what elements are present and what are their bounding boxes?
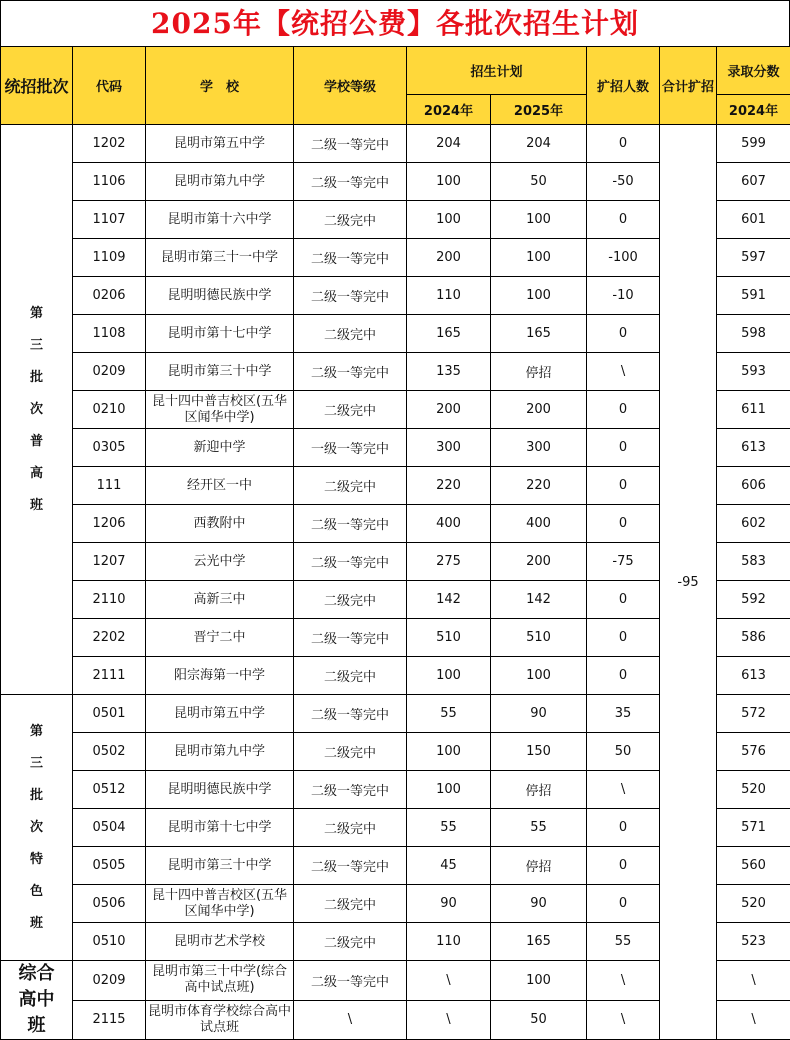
school-cell: 昆明市第三十中学 [146, 847, 294, 885]
plan-2025-cell: 150 [491, 733, 587, 771]
header-plan: 招生计划 [407, 47, 587, 95]
plan-2025-cell: 200 [491, 391, 587, 429]
score-cell: 598 [717, 315, 790, 353]
score-cell: 611 [717, 391, 790, 429]
level-cell: 二级一等完中 [294, 163, 407, 201]
school-cell: 昆明市第三十一中学 [146, 239, 294, 277]
batch-label: 第三批次特色班 [1, 695, 73, 961]
code-cell: 0210 [73, 391, 146, 429]
plan-2025-cell: 142 [491, 581, 587, 619]
school-cell: 经开区一中 [146, 467, 294, 505]
school-cell: 昆明市第九中学 [146, 163, 294, 201]
expand-cell: 0 [587, 125, 660, 163]
school-cell: 昆明市第五中学 [146, 695, 294, 733]
score-cell: 560 [717, 847, 790, 885]
header-score-year: 2024年 [717, 95, 790, 125]
code-cell: 1109 [73, 239, 146, 277]
school-cell: 昆明市第九中学 [146, 733, 294, 771]
plan-2025-cell: 165 [491, 923, 587, 961]
expand-cell: 0 [587, 619, 660, 657]
batch-label: 综合高中班 [1, 961, 73, 1040]
plan-2024-cell: 100 [407, 201, 491, 239]
school-cell: 昆明明德民族中学 [146, 277, 294, 315]
plan-2024-cell: 100 [407, 657, 491, 695]
expand-cell: 0 [587, 885, 660, 923]
header-level: 学校等级 [294, 47, 407, 125]
school-cell: 西教附中 [146, 505, 294, 543]
school-cell: 昆十四中普吉校区(五华区闻华中学) [146, 391, 294, 429]
code-cell: 111 [73, 467, 146, 505]
score-cell: 599 [717, 125, 790, 163]
score-cell: 523 [717, 923, 790, 961]
header-total-expand: 合计扩招 [660, 47, 717, 125]
level-cell: 二级一等完中 [294, 353, 407, 391]
header-school: 学 校 [146, 47, 294, 125]
code-cell: 2110 [73, 581, 146, 619]
score-cell: 602 [717, 505, 790, 543]
code-cell: 0501 [73, 695, 146, 733]
plan-2024-cell: 510 [407, 619, 491, 657]
table-title: 2025年【统招公费】各批次招生计划 [0, 0, 790, 47]
code-cell: 2202 [73, 619, 146, 657]
code-cell: 0506 [73, 885, 146, 923]
score-cell: 613 [717, 429, 790, 467]
plan-2025-cell: 90 [491, 695, 587, 733]
code-cell: 0305 [73, 429, 146, 467]
plan-2025-cell: 50 [491, 163, 587, 201]
level-cell: 二级完中 [294, 923, 407, 961]
expand-cell: -10 [587, 277, 660, 315]
code-cell: 2115 [73, 1000, 146, 1040]
school-cell: 昆明明德民族中学 [146, 771, 294, 809]
plan-2025-cell: 220 [491, 467, 587, 505]
school-cell: 昆明市艺术学校 [146, 923, 294, 961]
school-cell: 昆明市第五中学 [146, 125, 294, 163]
code-cell: 0209 [73, 961, 146, 1001]
level-cell: 二级一等完中 [294, 505, 407, 543]
score-cell: 571 [717, 809, 790, 847]
level-cell: 二级完中 [294, 657, 407, 695]
header-code: 代码 [73, 47, 146, 125]
code-cell: 1206 [73, 505, 146, 543]
school-cell: 昆明市第三十中学 [146, 353, 294, 391]
plan-2024-cell: 142 [407, 581, 491, 619]
score-cell: 606 [717, 467, 790, 505]
level-cell: 一级一等完中 [294, 429, 407, 467]
plan-2025-cell: 400 [491, 505, 587, 543]
code-cell: 0510 [73, 923, 146, 961]
level-cell: 二级完中 [294, 733, 407, 771]
enrollment-plan-table [0, 46, 790, 1040]
score-cell: 601 [717, 201, 790, 239]
expand-cell: 0 [587, 847, 660, 885]
expand-cell: -100 [587, 239, 660, 277]
school-cell: 昆明市第十七中学 [146, 315, 294, 353]
plan-2025-cell: 100 [491, 657, 587, 695]
plan-2024-cell: \ [407, 1000, 491, 1040]
plan-2025-cell: 停招 [491, 771, 587, 809]
plan-2025-cell: 200 [491, 543, 587, 581]
plan-2025-cell: 165 [491, 315, 587, 353]
plan-2024-cell: 400 [407, 505, 491, 543]
school-cell: 昆明市体育学校综合高中试点班 [146, 1000, 294, 1040]
score-cell: 593 [717, 353, 790, 391]
plan-2025-cell: 100 [491, 201, 587, 239]
level-cell: \ [294, 1000, 407, 1040]
plan-2025-cell: 204 [491, 125, 587, 163]
code-cell: 1207 [73, 543, 146, 581]
level-cell: 二级完中 [294, 315, 407, 353]
plan-2025-cell: 停招 [491, 353, 587, 391]
school-cell: 阳宗海第一中学 [146, 657, 294, 695]
code-cell: 1202 [73, 125, 146, 163]
level-cell: 二级一等完中 [294, 771, 407, 809]
expand-cell: -75 [587, 543, 660, 581]
plan-2024-cell: 55 [407, 695, 491, 733]
expand-cell: 0 [587, 657, 660, 695]
header-year-2025: 2025年 [491, 95, 587, 125]
plan-2024-cell: 135 [407, 353, 491, 391]
expand-cell: 0 [587, 467, 660, 505]
expand-cell: -50 [587, 163, 660, 201]
batch-label: 第三批次普高班 [1, 125, 73, 695]
school-cell: 昆明市第三十中学(综合高中试点班) [146, 961, 294, 1001]
header-batch: 统招批次 [1, 47, 73, 125]
level-cell: 二级一等完中 [294, 961, 407, 1001]
plan-2024-cell: 100 [407, 771, 491, 809]
expand-cell: 0 [587, 429, 660, 467]
code-cell: 1108 [73, 315, 146, 353]
plan-2024-cell: 200 [407, 391, 491, 429]
code-cell: 0206 [73, 277, 146, 315]
code-cell: 2111 [73, 657, 146, 695]
expand-cell: 0 [587, 505, 660, 543]
code-cell: 0504 [73, 809, 146, 847]
plan-2024-cell: 165 [407, 315, 491, 353]
level-cell: 二级一等完中 [294, 619, 407, 657]
code-cell: 1107 [73, 201, 146, 239]
school-cell: 昆十四中普吉校区(五华区闻华中学) [146, 885, 294, 923]
school-cell: 昆明市第十六中学 [146, 201, 294, 239]
header-year-2024: 2024年 [407, 95, 491, 125]
code-cell: 0505 [73, 847, 146, 885]
plan-2024-cell: 300 [407, 429, 491, 467]
expand-cell: 35 [587, 695, 660, 733]
score-cell: 592 [717, 581, 790, 619]
score-cell: 613 [717, 657, 790, 695]
score-cell: 607 [717, 163, 790, 201]
expand-cell: 0 [587, 315, 660, 353]
expand-cell: \ [587, 1000, 660, 1040]
score-cell: 586 [717, 619, 790, 657]
plan-2024-cell: 45 [407, 847, 491, 885]
score-cell: 597 [717, 239, 790, 277]
score-cell: 591 [717, 277, 790, 315]
code-cell: 0502 [73, 733, 146, 771]
expand-cell: 0 [587, 391, 660, 429]
expand-cell: 55 [587, 923, 660, 961]
plan-2024-cell: 90 [407, 885, 491, 923]
level-cell: 二级一等完中 [294, 239, 407, 277]
plan-2024-cell: \ [407, 961, 491, 1001]
school-cell: 云光中学 [146, 543, 294, 581]
plan-2024-cell: 110 [407, 923, 491, 961]
code-cell: 0512 [73, 771, 146, 809]
score-cell: \ [717, 1000, 790, 1040]
school-cell: 昆明市第十七中学 [146, 809, 294, 847]
level-cell: 二级完中 [294, 467, 407, 505]
level-cell: 二级完中 [294, 201, 407, 239]
expand-cell: 50 [587, 733, 660, 771]
plan-2025-cell: 100 [491, 277, 587, 315]
score-cell: \ [717, 961, 790, 1001]
plan-2025-cell: 300 [491, 429, 587, 467]
score-cell: 576 [717, 733, 790, 771]
plan-2024-cell: 204 [407, 125, 491, 163]
expand-cell: 0 [587, 581, 660, 619]
plan-2024-cell: 220 [407, 467, 491, 505]
table-row [1, 125, 790, 163]
header-expand: 扩招人数 [587, 47, 660, 125]
level-cell: 二级一等完中 [294, 543, 407, 581]
expand-cell: \ [587, 771, 660, 809]
level-cell: 二级一等完中 [294, 847, 407, 885]
plan-2025-cell: 55 [491, 809, 587, 847]
level-cell: 二级一等完中 [294, 695, 407, 733]
school-cell: 高新三中 [146, 581, 294, 619]
level-cell: 二级一等完中 [294, 277, 407, 315]
score-cell: 520 [717, 771, 790, 809]
score-cell: 572 [717, 695, 790, 733]
level-cell: 二级完中 [294, 809, 407, 847]
expand-cell: 0 [587, 201, 660, 239]
plan-2025-cell: 100 [491, 961, 587, 1001]
level-cell: 二级完中 [294, 581, 407, 619]
plan-2024-cell: 200 [407, 239, 491, 277]
plan-2025-cell: 100 [491, 239, 587, 277]
school-cell: 晋宁二中 [146, 619, 294, 657]
plan-2024-cell: 100 [407, 163, 491, 201]
level-cell: 二级一等完中 [294, 125, 407, 163]
score-cell: 520 [717, 885, 790, 923]
plan-2024-cell: 100 [407, 733, 491, 771]
plan-2025-cell: 50 [491, 1000, 587, 1040]
code-cell: 1106 [73, 163, 146, 201]
expand-cell: \ [587, 353, 660, 391]
plan-2025-cell: 90 [491, 885, 587, 923]
level-cell: 二级完中 [294, 885, 407, 923]
expand-cell: 0 [587, 809, 660, 847]
school-cell: 新迎中学 [146, 429, 294, 467]
header-score: 录取分数 [717, 47, 790, 95]
expand-cell: \ [587, 961, 660, 1001]
plan-2024-cell: 110 [407, 277, 491, 315]
level-cell: 二级完中 [294, 391, 407, 429]
plan-2024-cell: 55 [407, 809, 491, 847]
score-cell: 583 [717, 543, 790, 581]
plan-2025-cell: 510 [491, 619, 587, 657]
plan-2024-cell: 275 [407, 543, 491, 581]
plan-2025-cell: 停招 [491, 847, 587, 885]
code-cell: 0209 [73, 353, 146, 391]
total-expand-cell: -95 [660, 125, 717, 1040]
